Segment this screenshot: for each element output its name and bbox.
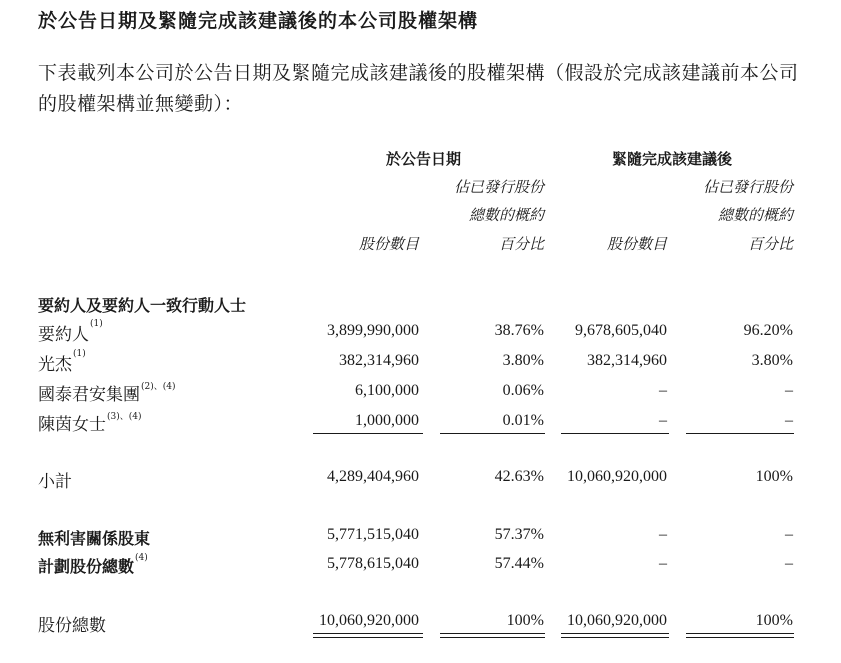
table-cell: 3.80% (502, 352, 544, 369)
table-cell: 3.80% (751, 352, 793, 369)
header-pct-line2-a: 總數的概約 (468, 206, 544, 224)
table-cell: – (785, 526, 793, 543)
total-label: 股份總數 (38, 616, 106, 636)
table-cell: 10,060,920,000 (567, 468, 667, 485)
table-cell: – (785, 555, 793, 572)
header-after-completion: 緊隨完成該建議後 (612, 150, 733, 168)
table-cell: 100% (506, 612, 544, 629)
subtotal-rule (440, 433, 545, 434)
subtotal-rule (561, 433, 669, 434)
subtotal-rule (313, 433, 423, 434)
scheme-shares-label: 計劃股份總數$^{(4)}$ (38, 553, 148, 576)
table-cell: – (659, 526, 667, 543)
table-cell: – (659, 412, 667, 429)
disinterested-label: 無利害關係股東 (38, 529, 151, 548)
table-cell: – (785, 412, 793, 429)
table-cell: 382,314,960 (339, 352, 419, 369)
table-cell: 38.76% (494, 322, 544, 339)
header-pct-line3-b: 百分比 (747, 235, 793, 253)
table-cell: 1,000,000 (355, 412, 419, 429)
table-cell: 6,100,000 (355, 382, 419, 399)
table-row-label: 光杰$^{(1)}$ (38, 349, 86, 375)
table-cell: – (785, 382, 793, 399)
table-cell: 57.44% (494, 555, 544, 572)
intro-paragraph: 下表載列本公司於公告日期及緊隨完成該建議後的股權架構（假設於完成該建議前本公司的股權架構並無變動）： (38, 62, 799, 115)
table-cell: 42.63% (494, 468, 544, 485)
page-heading: 於公告日期及緊隨完成該建議後的本公司股權架構 (38, 10, 479, 32)
header-shares-a: 股份數目 (358, 235, 419, 253)
table-cell: 0.06% (502, 382, 544, 399)
table-cell: – (659, 555, 667, 572)
table-cell: 10,060,920,000 (319, 612, 419, 629)
table-cell: 9,678,605,040 (575, 322, 667, 339)
header-pct-line2-b: 總數的概約 (717, 206, 793, 224)
header-shares-b: 股份數目 (606, 235, 667, 253)
table-row-label: 國泰君安集團$^{(2)、(4)}$ (38, 382, 176, 405)
header-announcement-date: 於公告日期 (386, 150, 462, 168)
table-cell: 4,289,404,960 (327, 468, 419, 485)
table-cell: 57.37% (494, 526, 544, 543)
table-cell: 100% (755, 468, 793, 485)
table-cell: 100% (755, 612, 793, 629)
table-cell: 5,771,515,040 (327, 526, 419, 543)
table-row-label: 要約人$^{(1)}$ (38, 319, 103, 345)
table-cell: 382,314,960 (587, 352, 667, 369)
table-cell: 10,060,920,000 (567, 612, 667, 629)
total-double-rule (313, 633, 423, 638)
section-title: 要約人及要約人一致行動人士 (38, 296, 247, 315)
header-pct-line1-b: 佔已發行股份 (702, 178, 793, 196)
table-cell: 96.20% (743, 322, 793, 339)
subtotal-rule (686, 433, 794, 434)
table-cell: 5,778,615,040 (327, 555, 419, 572)
subtotal-label: 小計 (38, 472, 72, 492)
header-pct-line1-a: 佔已發行股份 (453, 178, 544, 196)
table-cell: – (659, 382, 667, 399)
table-cell: 3,899,990,000 (327, 322, 419, 339)
table-row-label: 陳茵女士$^{(3)、(4)}$ (38, 412, 142, 435)
header-pct-line3-a: 百分比 (498, 235, 544, 253)
table-cell: 0.01% (502, 412, 544, 429)
total-double-rule (561, 633, 669, 638)
total-double-rule (440, 633, 545, 638)
total-double-rule (686, 633, 794, 638)
